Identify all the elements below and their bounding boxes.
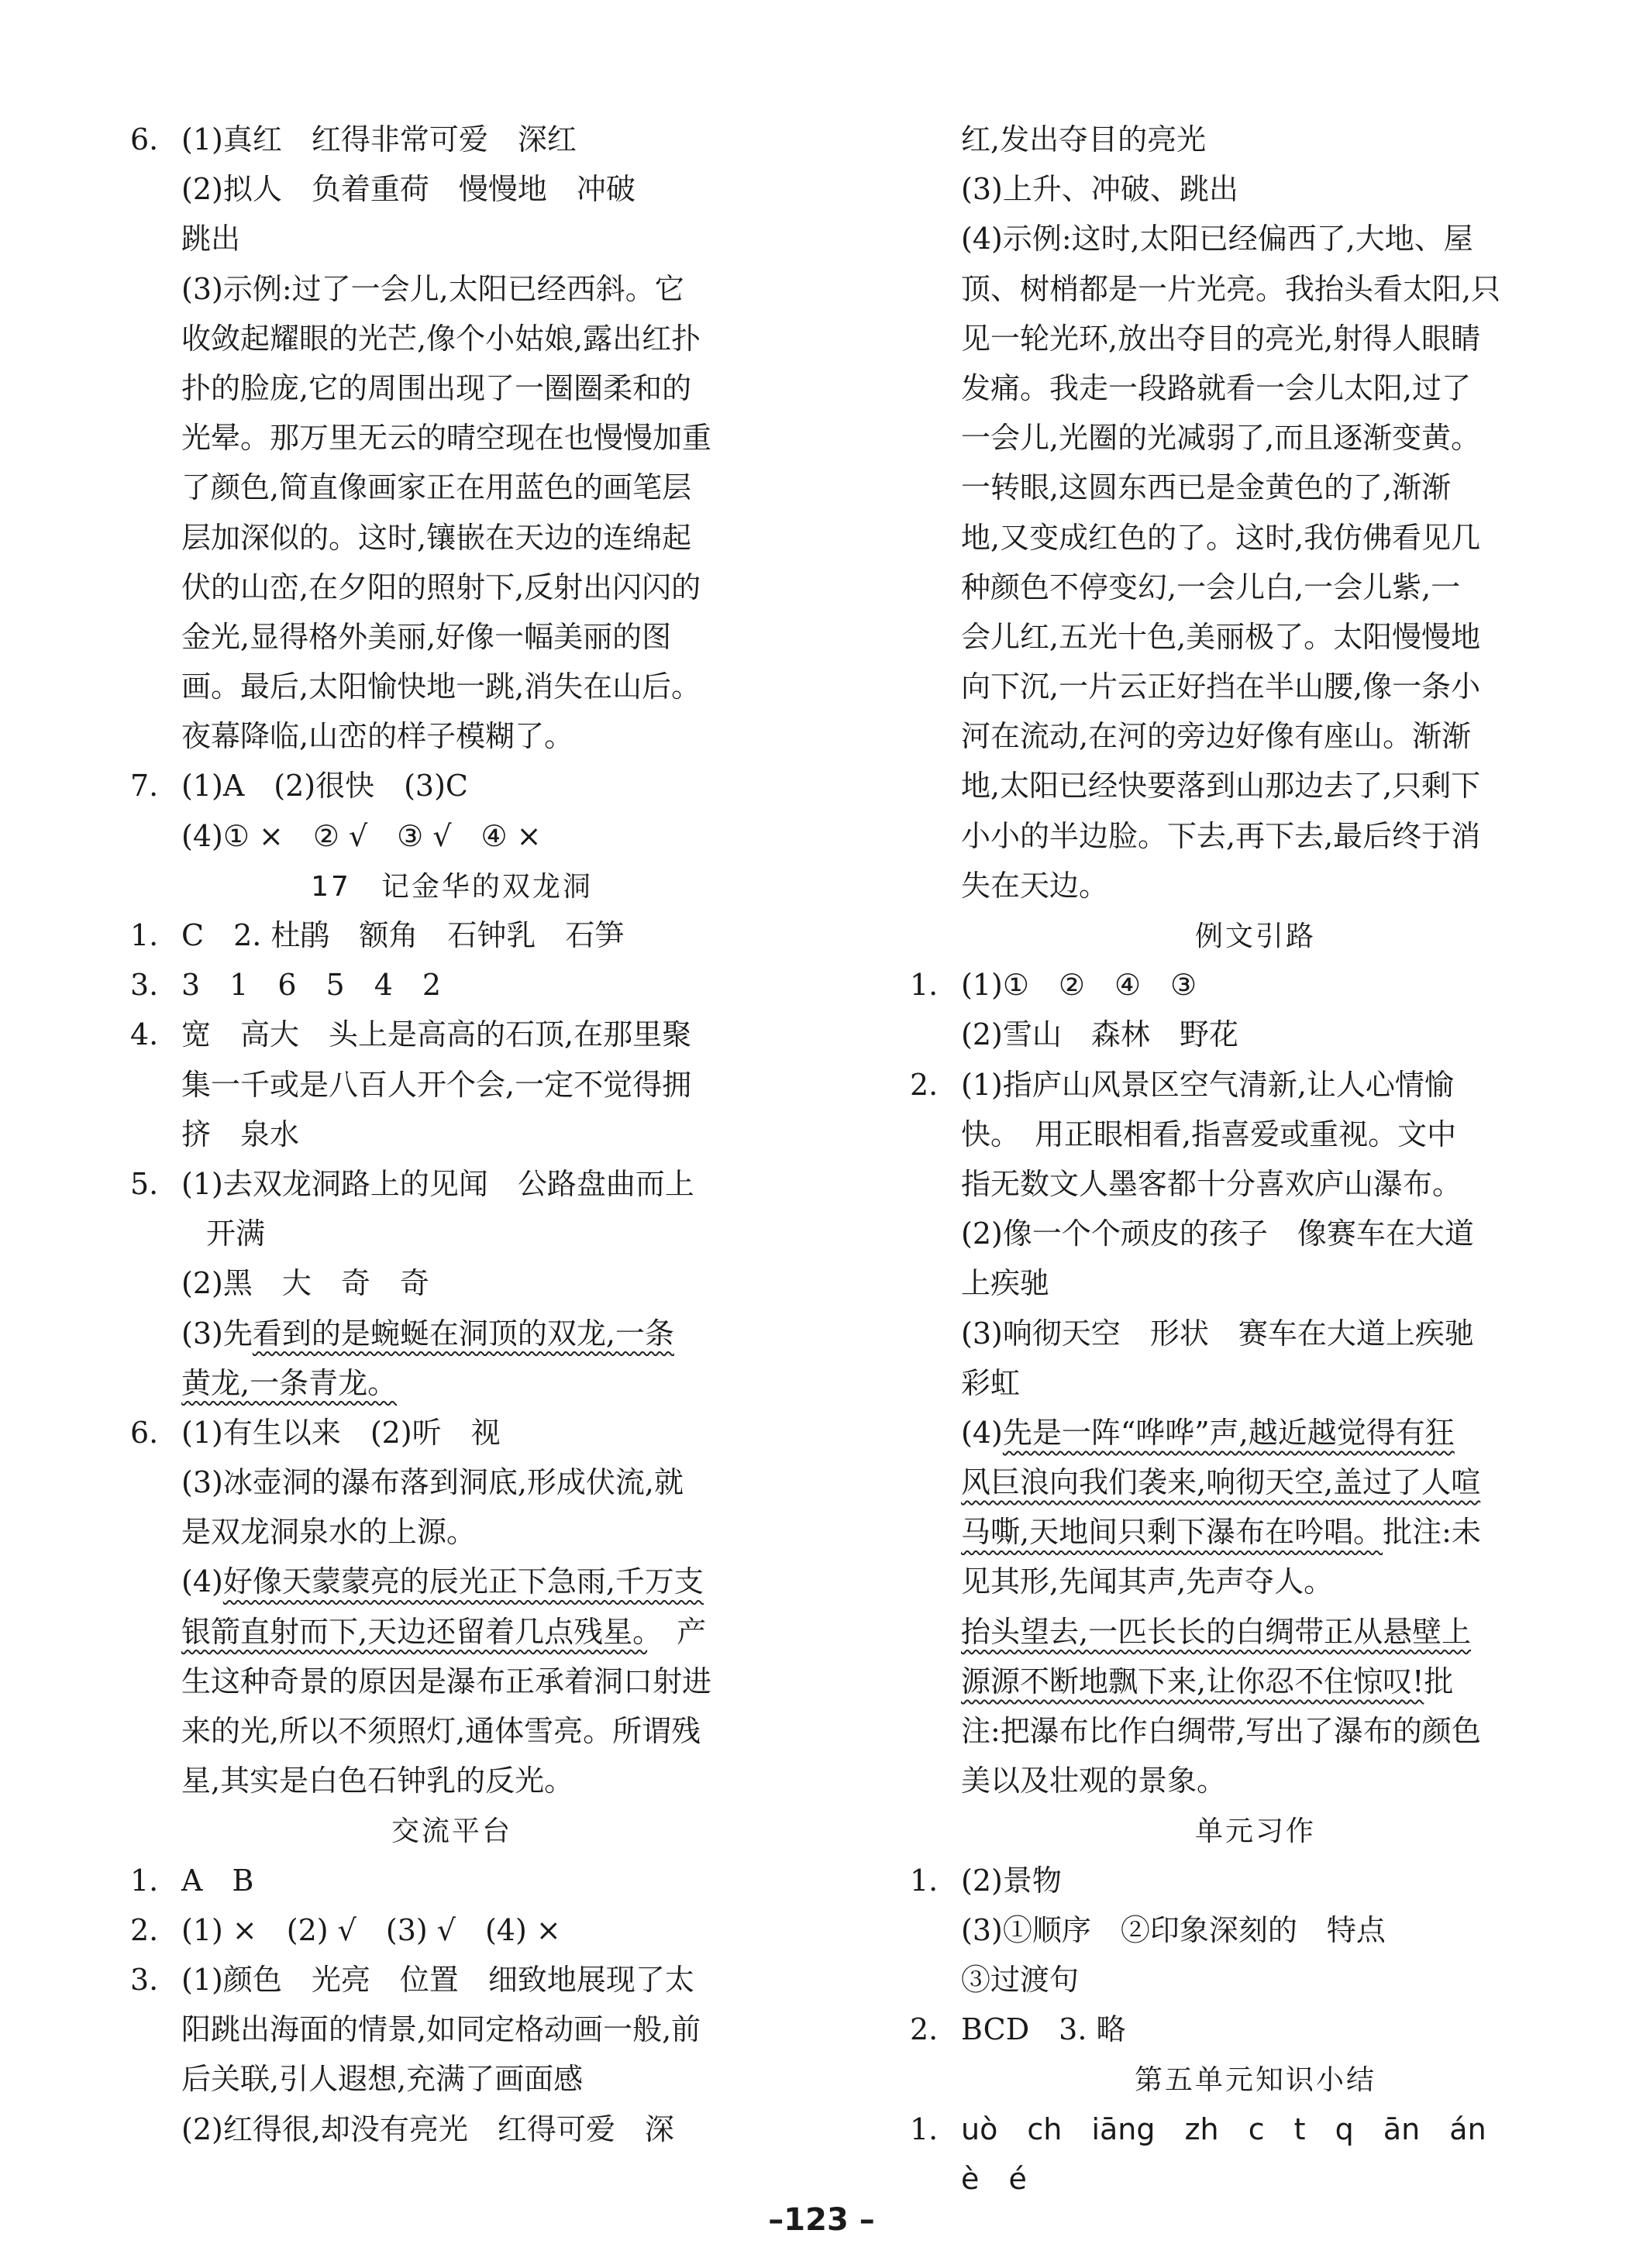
answer-text: 彩虹 (961, 1365, 1021, 1400)
answer-text: 顶、树梢都是一片光亮。我抬头看太阳,只 (961, 271, 1501, 306)
answer-text: 河在流动,在河的旁边好像有座山。渐渐 (961, 719, 1472, 754)
answer-line (961, 1408, 1550, 1458)
item-number: 1. (910, 968, 939, 1003)
answer-line (961, 1557, 1550, 1606)
answer-text: 指无数文人墨客都十分喜欢庐山瀑布。 (961, 1166, 1462, 1201)
answer-line (961, 164, 1550, 214)
answer-line (130, 1706, 773, 1756)
answer-line (961, 1458, 1550, 1507)
answer-line (961, 612, 1550, 662)
answer-text: (3)①顺序 ②印象深刻的 特点 (961, 1912, 1386, 1947)
answer-line (961, 314, 1550, 363)
answer-line (130, 2054, 773, 2104)
answer-line (130, 1110, 773, 1159)
answer-text: C 2. 杜鹃 额角 石钟乳 石笋 (181, 918, 625, 952)
section-heading-text: 17 记金华的双龙洞 (311, 870, 593, 903)
item-number: 1. (910, 1863, 939, 1898)
item-number: 2. (910, 2012, 939, 2047)
answer-text: 会儿红,五光十色,美丽极了。太阳慢慢地 (961, 619, 1481, 654)
answer-text: 风巨浪向我们袭来,响彻天空,盖过了人喧 (961, 1465, 1481, 1500)
item-number: 3. (130, 968, 159, 1003)
answer-text: 了颜色,简直像画家正在用蓝色的画笔层 (181, 470, 692, 505)
answer-text: 生这种奇景的原因是瀑布正承着洞口射进 (181, 1664, 712, 1698)
answer-line (130, 214, 773, 263)
answer-line (961, 1507, 1550, 1557)
answer-text: (4)好像天蒙蒙亮的辰光正下急雨,千万支 (181, 1564, 704, 1599)
answer-line (130, 164, 773, 214)
answer-text: (1)有生以来 (2)听 视 (181, 1415, 501, 1450)
answer-text: 3 1 6 5 4 2 (181, 968, 442, 1003)
answer-line (130, 1607, 773, 1657)
answer-line (130, 1209, 773, 1258)
answer-line (130, 1458, 773, 1507)
answer-text: uò ch iāng zh c t q ān án (961, 2111, 1486, 2146)
answer-item (130, 115, 773, 164)
answer-text: (1)真红 红得非常可爱 深红 (181, 122, 577, 157)
answer-line (961, 264, 1550, 314)
answer-text: (3)先看到的是蜿蜒在洞顶的双龙,一条 (181, 1316, 674, 1351)
answer-text: (2)景物 (961, 1863, 1062, 1898)
answer-text: 金光,显得格外美丽,好像一幅美丽的图 (181, 619, 672, 654)
answer-item (910, 960, 1550, 1010)
answer-text: (1)去双龙洞路上的见闻 公路盘曲而上 (181, 1166, 694, 1201)
answer-line (961, 1905, 1550, 1955)
answer-text: (4)先是一阵“哗哗”声,越近越觉得有狂 (961, 1415, 1455, 1450)
answer-line (130, 1258, 773, 1308)
section-heading (130, 1805, 773, 1855)
answer-line (130, 563, 773, 612)
answer-item (130, 960, 773, 1010)
answer-text: (1)① ② ④ ③ (961, 968, 1197, 1003)
item-number: 1. (910, 2111, 939, 2146)
answer-text: 注:把瀑布比作白绸带,写出了瀑布的颜色 (961, 1714, 1481, 1748)
answer-line (961, 463, 1550, 512)
answer-text: 画。最后,太阳愉快地一跳,消失在山后。 (181, 669, 701, 704)
answer-text: 见一轮光环,放出夺目的亮光,射得人眼睛 (961, 321, 1481, 356)
answer-line (130, 662, 773, 711)
answer-line (130, 513, 773, 563)
answer-text: 宽 高大 头上是高高的石顶,在那里聚 (181, 1017, 692, 1052)
answer-line (961, 563, 1550, 612)
section-heading (961, 910, 1550, 960)
answer-line (130, 711, 773, 761)
answer-line (961, 1110, 1550, 1159)
answer-text: 失在天边。 (961, 868, 1109, 903)
answer-text: 是双龙洞泉水的上源。 (181, 1515, 477, 1550)
answer-text: 光晕。那万里无云的晴空现在也慢慢加重 (181, 421, 712, 456)
answer-line (130, 2105, 773, 2154)
answer-line (130, 314, 773, 363)
answer-text: (2)像一个个顽皮的孩子 像赛车在大道 (961, 1217, 1474, 1251)
answer-line (961, 2154, 1550, 2204)
answer-item (130, 910, 773, 960)
answer-item (910, 2005, 1550, 2054)
answer-text: (3)上升、冲破、跳出 (961, 172, 1238, 207)
item-number: 4. (130, 1017, 159, 1052)
answer-text: 挤 泉水 (181, 1117, 300, 1151)
answer-text: (3)响彻天空 形状 赛车在大道上疾驰 (961, 1316, 1474, 1351)
answer-text: 小小的半边脸。下去,再下去,最后终于消 (961, 818, 1481, 853)
answer-text: è é (961, 2161, 1027, 2196)
section-heading-text: 例文引路 (1194, 921, 1316, 952)
answer-text: 见其形,先闻其声,先声夺人。 (961, 1564, 1334, 1599)
answer-text: ③过渡句 (961, 1962, 1080, 1997)
answer-text: A B (181, 1863, 254, 1898)
answer-line (961, 1258, 1550, 1308)
answer-text: 伏的山峦,在夕阳的照射下,反射出闪闪的 (181, 570, 701, 604)
answer-line (130, 463, 773, 512)
answer-text: (3)示例:过了一会儿,太阳已经西斜。它 (181, 271, 684, 306)
item-number: 5. (130, 1166, 159, 1201)
answer-line (130, 2005, 773, 2054)
answer-text: (1)A (2)很快 (3)C (181, 769, 468, 804)
answer-text: 集一千或是八百人开个会,一定不觉得拥 (181, 1067, 692, 1102)
item-number: 2. (910, 1067, 939, 1102)
answer-text: (1)颜色 光亮 位置 细致地展现了太 (181, 1962, 694, 1997)
answer-line (130, 1557, 773, 1606)
right-column (910, 115, 1550, 2204)
answer-text: 发痛。我走一段路就看一会儿太阳,过了 (961, 370, 1472, 405)
left-column (130, 115, 773, 2154)
answer-text: 层加深似的。这时,镶嵌在天边的连绵起 (181, 520, 692, 555)
answer-text: 地,又变成红色的了。这时,我仿佛看见几 (961, 520, 1481, 555)
answer-line (130, 1657, 773, 1706)
answer-text: 马嘶,天地间只剩下瀑布在吟唱。批注:未 (961, 1515, 1481, 1550)
answer-item (130, 1905, 773, 1955)
answer-line (961, 1209, 1550, 1258)
answer-item (130, 1010, 773, 1059)
answer-text: 一转眼,这圆东西已是金黄色的了,渐渐 (961, 470, 1452, 505)
answer-text: (2)黑 大 奇 奇 (181, 1266, 429, 1301)
answer-text: 银箭直射而下,天边还留着几点残星。 产 (181, 1614, 707, 1649)
answer-line (961, 1955, 1550, 2005)
answer-text: 跳出 (181, 222, 241, 256)
answer-text: 美以及壮观的景象。 (961, 1764, 1227, 1798)
answer-line (961, 363, 1550, 413)
answer-text: 抬头望去,一匹长长的白绸带正从悬壁上 (961, 1614, 1472, 1649)
answer-line (130, 413, 773, 463)
answer-text: (3)冰壶洞的瀑布落到洞底,形成伏流,就 (181, 1465, 684, 1500)
answer-item (130, 761, 773, 810)
section-heading-text: 交流平台 (391, 1815, 512, 1848)
section-heading (961, 1805, 1550, 1855)
answer-line (961, 861, 1550, 910)
answer-line (961, 662, 1550, 711)
item-number: 1. (130, 1863, 159, 1898)
section-heading (130, 861, 773, 910)
answer-line (961, 1657, 1550, 1706)
answer-text: 开满 (206, 1217, 266, 1251)
answer-line (961, 1607, 1550, 1657)
answer-text: (1)指庐山风景区空气清新,让人心情愉 (961, 1067, 1454, 1102)
section-heading (961, 2054, 1550, 2104)
answer-text: 扑的脸庞,它的周围出现了一圈圈柔和的 (181, 370, 692, 405)
answer-line (130, 612, 773, 662)
answer-text: (2)拟人 负着重荷 慢慢地 冲破 (181, 172, 636, 207)
answer-line (961, 811, 1550, 861)
item-number: 6. (130, 1415, 159, 1450)
answer-text: 上疾驰 (961, 1266, 1050, 1301)
item-number: 3. (130, 1962, 159, 1997)
item-number: 7. (130, 769, 159, 804)
answer-item (130, 1955, 773, 2005)
answer-text: (1) × (2) √ (3) √ (4) × (181, 1912, 561, 1947)
answer-line (961, 1756, 1550, 1805)
item-number: 2. (130, 1912, 159, 1947)
page-number: –123 – (768, 2202, 875, 2238)
answer-line (961, 761, 1550, 810)
answer-text: 源源不断地飘下来,让你忍不住惊叹!批 (961, 1664, 1454, 1698)
answer-text: (4)① × ② √ ③ √ ④ × (181, 818, 542, 853)
answer-item (130, 1408, 773, 1458)
answer-line (130, 1060, 773, 1110)
answer-text: 快。 用正眼相看,指喜爱或重视。文中 (961, 1117, 1457, 1151)
answer-line (961, 1706, 1550, 1756)
item-number: 1. (130, 918, 159, 952)
section-heading-text: 单元习作 (1194, 1815, 1316, 1848)
answer-line (130, 811, 773, 861)
answer-text: 来的光,所以不须照灯,通体雪亮。所谓残 (181, 1714, 701, 1748)
answer-text: (2)红得很,却没有亮光 红得可爱 深 (181, 2111, 674, 2146)
answer-text: 向下沉,一片云正好挡在半山腰,像一条小 (961, 669, 1481, 704)
answer-line (961, 1010, 1550, 1059)
answer-line (961, 1309, 1550, 1358)
answer-text: 夜幕降临,山峦的样子模糊了。 (181, 719, 574, 754)
answer-line (961, 1358, 1550, 1408)
answer-text: 星,其实是白色石钟乳的反光。 (181, 1764, 574, 1798)
answer-line (961, 413, 1550, 463)
answer-item (130, 1159, 773, 1209)
answer-text: 阳跳出海面的情景,如同定格动画一般,前 (181, 2012, 701, 2047)
answer-line (130, 1358, 773, 1408)
answer-line (130, 1507, 773, 1557)
answer-text: BCD 3. 略 (961, 2012, 1126, 2047)
answer-text: (2)雪山 森林 野花 (961, 1017, 1238, 1052)
answer-line (961, 513, 1550, 563)
answer-text: 种颜色不停变幻,一会儿白,一会儿紫,一 (961, 570, 1461, 604)
answer-text: 红,发出夺目的亮光 (961, 122, 1207, 157)
answer-line (961, 214, 1550, 263)
answer-item (910, 1856, 1550, 1905)
answer-line (961, 711, 1550, 761)
answer-text: 后关联,引人遐想,充满了画面感 (181, 2062, 584, 2097)
answer-line (130, 363, 773, 413)
answer-text: 收敛起耀眼的光芒,像个小姑娘,露出红扑 (181, 321, 701, 356)
answer-item (910, 2105, 1550, 2154)
section-heading-text: 第五单元知识小结 (1134, 2064, 1376, 2097)
answer-item (130, 1856, 773, 1905)
answer-item (910, 1060, 1550, 1110)
answer-text: 一会儿,光圈的光减弱了,而且逐渐变黄。 (961, 421, 1481, 456)
item-number: 6. (130, 122, 159, 157)
answer-line (130, 264, 773, 314)
answer-text: 黄龙,一条青龙。 (181, 1365, 398, 1400)
answer-text: (4)示例:这时,太阳已经偏西了,大地、屋 (961, 222, 1473, 256)
answer-line (130, 1756, 773, 1805)
answer-line (130, 1309, 773, 1358)
answer-line (961, 115, 1550, 164)
answer-line (961, 1159, 1550, 1209)
answer-text: 地,太阳已经快要落到山那边去了,只剩下 (961, 769, 1481, 804)
